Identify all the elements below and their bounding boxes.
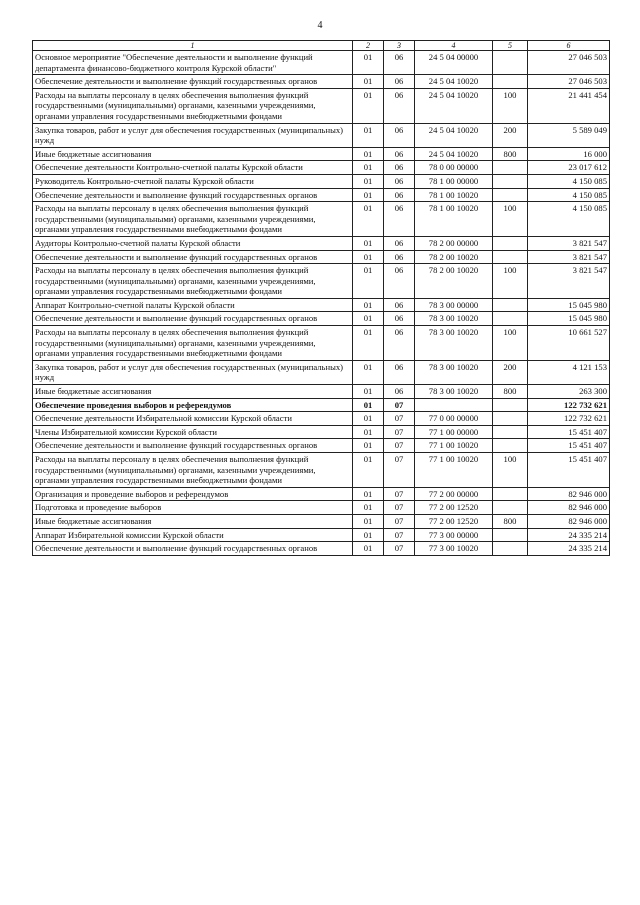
row-subsection: 06 — [384, 174, 415, 188]
table-row — [33, 528, 610, 542]
row-name: Расходы на выплаты персоналу в целях обеспечения выполнения функций государственными (муниципальными) органами, казенными учреждениями, органами управления государственными внебюджетными фондами — [33, 453, 353, 488]
row-expense-type — [493, 439, 528, 453]
row-target-article: 78 1 00 10020 — [415, 202, 493, 237]
row-name: Обеспечение деятельности Контрольно-счетной палаты Курской области — [33, 161, 353, 175]
table-row — [33, 453, 610, 488]
row-target-article: 77 3 00 10020 — [415, 542, 493, 556]
row-section: 01 — [353, 385, 384, 399]
row-target-article: 78 2 00 10020 — [415, 264, 493, 299]
row-target-article: 78 3 00 10020 — [415, 326, 493, 361]
table-row — [33, 88, 610, 123]
row-amount: 3 821 547 — [528, 236, 610, 250]
row-expense-type: 800 — [493, 147, 528, 161]
row-name: Обеспечение деятельности и выполнение функций государственных органов — [33, 439, 353, 453]
row-name: Члены Избирательной комиссии Курской области — [33, 425, 353, 439]
row-expense-type — [493, 501, 528, 515]
row-subsection: 06 — [384, 360, 415, 384]
table-row — [33, 398, 610, 412]
row-section: 01 — [353, 88, 384, 123]
row-expense-type: 100 — [493, 88, 528, 123]
row-target-article: 24 5 04 00000 — [415, 51, 493, 75]
row-expense-type — [493, 75, 528, 89]
row-section: 01 — [353, 236, 384, 250]
row-name: Обеспечение деятельности и выполнение функций государственных органов — [33, 542, 353, 556]
page-number: 4 — [317, 20, 323, 31]
row-subsection: 07 — [384, 514, 415, 528]
row-expense-type — [493, 487, 528, 501]
row-target-article: 24 5 04 10020 — [415, 147, 493, 161]
row-expense-type — [493, 188, 528, 202]
row-subsection: 06 — [384, 161, 415, 175]
row-target-article: 77 1 00 10020 — [415, 453, 493, 488]
row-subsection: 06 — [384, 188, 415, 202]
row-subsection: 07 — [384, 453, 415, 488]
row-subsection: 06 — [384, 326, 415, 361]
row-target-article: 78 2 00 10020 — [415, 250, 493, 264]
row-subsection: 06 — [384, 75, 415, 89]
row-expense-type — [493, 542, 528, 556]
table-row — [33, 250, 610, 264]
table-row — [33, 202, 610, 237]
row-expense-type: 800 — [493, 385, 528, 399]
row-section: 01 — [353, 174, 384, 188]
row-section: 01 — [353, 264, 384, 299]
row-amount: 15 045 980 — [528, 298, 610, 312]
row-amount: 122 732 621 — [528, 398, 610, 412]
row-expense-type — [493, 51, 528, 75]
row-amount: 3 821 547 — [528, 264, 610, 299]
table-row — [33, 188, 610, 202]
row-section: 01 — [353, 425, 384, 439]
header-col-2: 2 — [353, 41, 384, 51]
row-section: 01 — [353, 75, 384, 89]
row-expense-type — [493, 312, 528, 326]
row-subsection: 06 — [384, 312, 415, 326]
row-section: 01 — [353, 326, 384, 361]
row-target-article: 77 1 00 10020 — [415, 439, 493, 453]
row-amount: 3 821 547 — [528, 250, 610, 264]
row-amount: 4 150 085 — [528, 174, 610, 188]
row-expense-type: 800 — [493, 514, 528, 528]
table-row — [33, 360, 610, 384]
row-amount: 23 017 612 — [528, 161, 610, 175]
row-subsection: 06 — [384, 385, 415, 399]
header-col-4: 4 — [415, 41, 493, 51]
table-row — [33, 487, 610, 501]
row-target-article: 78 3 00 10020 — [415, 312, 493, 326]
row-amount: 16 000 — [528, 147, 610, 161]
row-subsection: 06 — [384, 123, 415, 147]
row-name: Расходы на выплаты персоналу в целях обеспечения выполнения функций государственными (муниципальными) органами, казенными учреждениями, органами управления государственными внебюджетными фондами — [33, 264, 353, 299]
row-amount: 4 121 153 — [528, 360, 610, 384]
row-name: Аппарат Избирательной комиссии Курской области — [33, 528, 353, 542]
table-row — [33, 174, 610, 188]
row-name: Аудиторы Контрольно-счетной палаты Курской области — [33, 236, 353, 250]
row-name: Иные бюджетные ассигнования — [33, 385, 353, 399]
row-target-article: 78 3 00 10020 — [415, 385, 493, 399]
row-amount: 21 441 454 — [528, 88, 610, 123]
row-name: Закупка товаров, работ и услуг для обеспечения государственных (муниципальных) нужд — [33, 360, 353, 384]
row-amount: 15 451 407 — [528, 453, 610, 488]
row-section: 01 — [353, 528, 384, 542]
row-expense-type — [493, 425, 528, 439]
row-target-article: 78 1 00 10020 — [415, 188, 493, 202]
row-section: 01 — [353, 147, 384, 161]
row-subsection: 07 — [384, 412, 415, 426]
row-section: 01 — [353, 398, 384, 412]
row-section: 01 — [353, 298, 384, 312]
row-section: 01 — [353, 487, 384, 501]
row-name: Расходы на выплаты персоналу в целях обеспечения выполнения функций государственными (муниципальными) органами, казенными учреждениями, органами управления государственными внебюджетными фондами — [33, 202, 353, 237]
row-target-article: 78 1 00 00000 — [415, 174, 493, 188]
row-target-article: 24 5 04 10020 — [415, 88, 493, 123]
row-subsection: 07 — [384, 542, 415, 556]
row-expense-type: 100 — [493, 453, 528, 488]
row-amount: 10 661 527 — [528, 326, 610, 361]
table-row — [33, 514, 610, 528]
table-header-row — [33, 41, 610, 51]
row-amount: 15 451 407 — [528, 439, 610, 453]
row-expense-type — [493, 298, 528, 312]
header-col-6: 6 — [528, 41, 610, 51]
row-subsection: 07 — [384, 439, 415, 453]
row-subsection: 07 — [384, 501, 415, 515]
table-row — [33, 75, 610, 89]
row-subsection: 06 — [384, 236, 415, 250]
row-target-article: 24 5 04 10020 — [415, 75, 493, 89]
row-name: Обеспечение деятельности Избирательной комиссии Курской области — [33, 412, 353, 426]
table-row — [33, 298, 610, 312]
table-row — [33, 236, 610, 250]
row-expense-type — [493, 250, 528, 264]
row-name: Организация и проведение выборов и референдумов — [33, 487, 353, 501]
row-expense-type — [493, 174, 528, 188]
table-row — [33, 312, 610, 326]
row-expense-type: 100 — [493, 326, 528, 361]
budget-table — [32, 40, 610, 556]
table-row — [33, 412, 610, 426]
row-name: Аппарат Контрольно-счетной палаты Курской области — [33, 298, 353, 312]
table-row — [33, 51, 610, 75]
row-name: Расходы на выплаты персоналу в целях обеспечения выполнения функций государственными (муниципальными) органами, казенными учреждениями, органами управления государственными внебюджетными фондами — [33, 88, 353, 123]
row-section: 01 — [353, 453, 384, 488]
row-section: 01 — [353, 188, 384, 202]
table-row — [33, 161, 610, 175]
row-section: 01 — [353, 501, 384, 515]
row-target-article: 77 3 00 00000 — [415, 528, 493, 542]
table-row — [33, 264, 610, 299]
row-amount: 4 150 085 — [528, 202, 610, 237]
row-amount: 5 589 049 — [528, 123, 610, 147]
row-target-article — [415, 398, 493, 412]
row-target-article: 78 0 00 00000 — [415, 161, 493, 175]
row-amount: 263 300 — [528, 385, 610, 399]
row-subsection: 06 — [384, 147, 415, 161]
row-target-article: 77 1 00 00000 — [415, 425, 493, 439]
row-target-article: 77 2 00 12520 — [415, 514, 493, 528]
row-name: Основное мероприятие "Обеспечение деятельности и выполнение функций департамента финансово-бюджетного контроля Курской области" — [33, 51, 353, 75]
table-row — [33, 501, 610, 515]
row-target-article: 24 5 04 10020 — [415, 123, 493, 147]
row-amount: 122 732 621 — [528, 412, 610, 426]
row-amount: 24 335 214 — [528, 528, 610, 542]
row-amount: 15 451 407 — [528, 425, 610, 439]
row-subsection: 07 — [384, 425, 415, 439]
row-name: Обеспечение деятельности и выполнение функций государственных органов — [33, 188, 353, 202]
table-row — [33, 425, 610, 439]
table-row — [33, 123, 610, 147]
row-amount: 15 045 980 — [528, 312, 610, 326]
row-target-article: 77 2 00 00000 — [415, 487, 493, 501]
row-subsection: 06 — [384, 264, 415, 299]
row-section: 01 — [353, 202, 384, 237]
row-amount: 24 335 214 — [528, 542, 610, 556]
header-col-1: 1 — [33, 41, 353, 51]
row-section: 01 — [353, 123, 384, 147]
row-name: Руководитель Контрольно-счетной палаты Курской области — [33, 174, 353, 188]
row-target-article: 78 2 00 00000 — [415, 236, 493, 250]
row-name: Иные бюджетные ассигнования — [33, 147, 353, 161]
row-target-article: 78 3 00 10020 — [415, 360, 493, 384]
row-subsection: 06 — [384, 298, 415, 312]
row-subsection: 06 — [384, 88, 415, 123]
table-row — [33, 385, 610, 399]
row-section: 01 — [353, 412, 384, 426]
row-name: Обеспечение деятельности и выполнение функций государственных органов — [33, 312, 353, 326]
row-amount: 82 946 000 — [528, 501, 610, 515]
row-amount: 27 046 503 — [528, 75, 610, 89]
row-section: 01 — [353, 542, 384, 556]
table-row — [33, 542, 610, 556]
row-expense-type — [493, 528, 528, 542]
row-name: Закупка товаров, работ и услуг для обеспечения государственных (муниципальных) нужд — [33, 123, 353, 147]
table-row — [33, 147, 610, 161]
table-body — [33, 41, 610, 556]
row-section: 01 — [353, 439, 384, 453]
row-section: 01 — [353, 161, 384, 175]
row-name: Иные бюджетные ассигнования — [33, 514, 353, 528]
row-subsection: 07 — [384, 398, 415, 412]
row-name: Расходы на выплаты персоналу в целях обеспечения выполнения функций государственными (муниципальными) органами, казенными учреждениями, органами управления государственными внебюджетными фондами — [33, 326, 353, 361]
table-row — [33, 439, 610, 453]
row-expense-type — [493, 412, 528, 426]
row-subsection: 07 — [384, 528, 415, 542]
row-section: 01 — [353, 250, 384, 264]
row-subsection: 06 — [384, 51, 415, 75]
row-section: 01 — [353, 51, 384, 75]
row-expense-type: 200 — [493, 360, 528, 384]
row-expense-type: 200 — [493, 123, 528, 147]
row-name: Обеспечение проведения выборов и референдумов — [33, 398, 353, 412]
row-section: 01 — [353, 312, 384, 326]
table-row — [33, 326, 610, 361]
row-section: 01 — [353, 360, 384, 384]
row-amount: 27 046 503 — [528, 51, 610, 75]
row-amount: 82 946 000 — [528, 487, 610, 501]
header-col-3: 3 — [384, 41, 415, 51]
row-expense-type: 100 — [493, 264, 528, 299]
row-name: Обеспечение деятельности и выполнение функций государственных органов — [33, 75, 353, 89]
row-expense-type: 100 — [493, 202, 528, 237]
header-col-5: 5 — [493, 41, 528, 51]
row-section: 01 — [353, 514, 384, 528]
row-name: Подготовка и проведение выборов — [33, 501, 353, 515]
row-subsection: 06 — [384, 202, 415, 237]
row-amount: 82 946 000 — [528, 514, 610, 528]
row-target-article: 78 3 00 00000 — [415, 298, 493, 312]
row-expense-type — [493, 161, 528, 175]
row-subsection: 06 — [384, 250, 415, 264]
row-subsection: 07 — [384, 487, 415, 501]
row-target-article: 77 0 00 00000 — [415, 412, 493, 426]
row-expense-type — [493, 236, 528, 250]
row-name: Обеспечение деятельности и выполнение функций государственных органов — [33, 250, 353, 264]
row-amount: 4 150 085 — [528, 188, 610, 202]
row-target-article: 77 2 00 12520 — [415, 501, 493, 515]
row-expense-type — [493, 398, 528, 412]
